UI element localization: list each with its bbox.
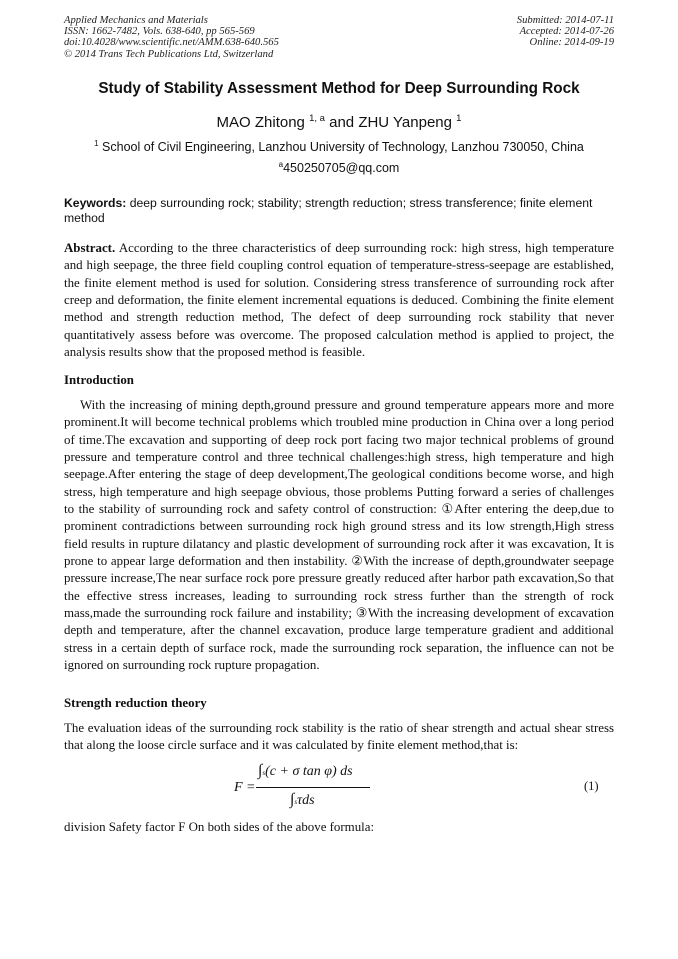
- equation-number: (1): [584, 779, 599, 793]
- doi-line: doi:10.4028/www.scientific.net/AMM.638-640.565: [64, 37, 279, 49]
- numerator-expression: (c + σ tan φ) ds: [265, 764, 353, 779]
- author-1: MAO Zhitong: [216, 114, 310, 131]
- abstract: [64, 240, 614, 361]
- introduction-paragraph: With the increasing of mining depth,ground pressure and ground temperature appears more and more prominent.It will become technical problems which troubled mine production in China over a long period of time.The excavation and supporting of deep rock port facing two major technical problems of ground pressure and temperature control and three technical challenges:high stress, high temperature and high seepage.After entering the stage of deep development,The geological conditions become worse, and high stress, high temperature and high seepage obvious, those problems Putting forward a series of challenges to the stability of surrounding rock and safety control of construction: ①After entering the deep,due to prominent contradictions between surrounding rock high ground stress and its low strength,High stress field results in rupture dilatancy and plastic development of surrounding rock after it was excavation, It is prone to appear large deformation and then instability. ②With the increase of depth,groundwater seepage pressure increase,The near surface rock pore pressure greatly reduced after harbor path excavation,So that the effective stress increases, leading to surrounding rock stress further than the strength of rock mass,made the surrounding rock failure and instability; ③With the increasing development of excavation depth and temperature, after the channel excavation, produce large temperature gradient and additional stress in a certain depth of surface rock, made the surrounding rock separation, the influence can not be ignored on surrounding rock rupture propagation.: [64, 398, 614, 673]
- affiliation-text: School of Civil Engineering, Lanzhou University of Technology, Lanzhou 730050, China: [98, 140, 584, 154]
- author-conjunction: and: [324, 114, 359, 131]
- denominator-expression: τds: [297, 793, 315, 808]
- keywords-text: deep surrounding rock; stability; strength reduction; stress transference; finite element method: [64, 196, 593, 225]
- author-2-affil: 1: [456, 113, 462, 124]
- section-heading-introduction: Introduction: [64, 373, 134, 387]
- email-text: 450250705@qq.com: [283, 161, 400, 175]
- paper-title: Study of Stability Assessment Method for Deep Surrounding Rock: [98, 80, 580, 97]
- abstract-label: Abstract.: [64, 241, 116, 255]
- abstract-text: According to the three characteristics of deep surrounding rock: high stress, high temperature and high seepage, the three field coupling control equation of temperature-stress-seepage are established, the finite element method is used for solution. Considering stress transference of surrounding rock after creep and deformation, the finite element incremental equations is deduced. Combining the finite element method and strength reduction method, The defect of deep surrounding rock stability that never quantitatively assess before was overcome. The proposed calculation method is applied to project, the analysis results show that the proposed method is feasible.: [64, 241, 614, 360]
- affiliation: [0, 139, 678, 154]
- integral-sign: ∫: [258, 762, 263, 779]
- integral-subscript: s: [294, 798, 298, 806]
- online-date: Online: 2014-09-19: [529, 37, 614, 49]
- equation-denominator: [290, 791, 315, 809]
- integral-subscript: s: [262, 769, 266, 777]
- issn-line: ISSN: 1662-7482, Vols. 638-640, pp 565-569: [64, 26, 255, 38]
- email-marker: a: [278, 160, 284, 169]
- copyright-line: © 2014 Trans Tech Publications Ltd, Switzerland: [64, 48, 274, 60]
- author-email: [0, 160, 678, 175]
- affiliation-marker: 1: [94, 139, 99, 148]
- section-heading-strength-reduction: Strength reduction theory: [64, 696, 207, 710]
- integral-sign: ∫: [290, 791, 295, 808]
- equation-lhs: F =: [234, 780, 256, 795]
- keywords: [64, 196, 615, 226]
- journal-name: Applied Mechanics and Materials: [64, 15, 208, 26]
- equation-1: [230, 760, 370, 814]
- fraction-bar: [256, 787, 370, 788]
- submitted-date: Submitted: 2014-07-11: [516, 15, 614, 26]
- author-2: ZHU Yanpeng: [358, 114, 457, 131]
- keywords-label: Keywords:: [64, 196, 127, 210]
- journal-header-right: [517, 15, 614, 49]
- equation-numerator: [258, 762, 353, 780]
- journal-header-left: [64, 15, 279, 60]
- strength-paragraph: The evaluation ideas of the surrounding rock stability is the ratio of shear strength and actual shear stress that along the loose circle surface and it was calculated by finite element method,that is:: [64, 721, 614, 753]
- formula-followup-text: division Safety factor F On both sides of the above formula:: [64, 820, 375, 834]
- author-1-affil: 1, a: [309, 113, 325, 124]
- accepted-date: Accepted: 2014-07-26: [519, 26, 614, 38]
- author-line: [0, 113, 678, 131]
